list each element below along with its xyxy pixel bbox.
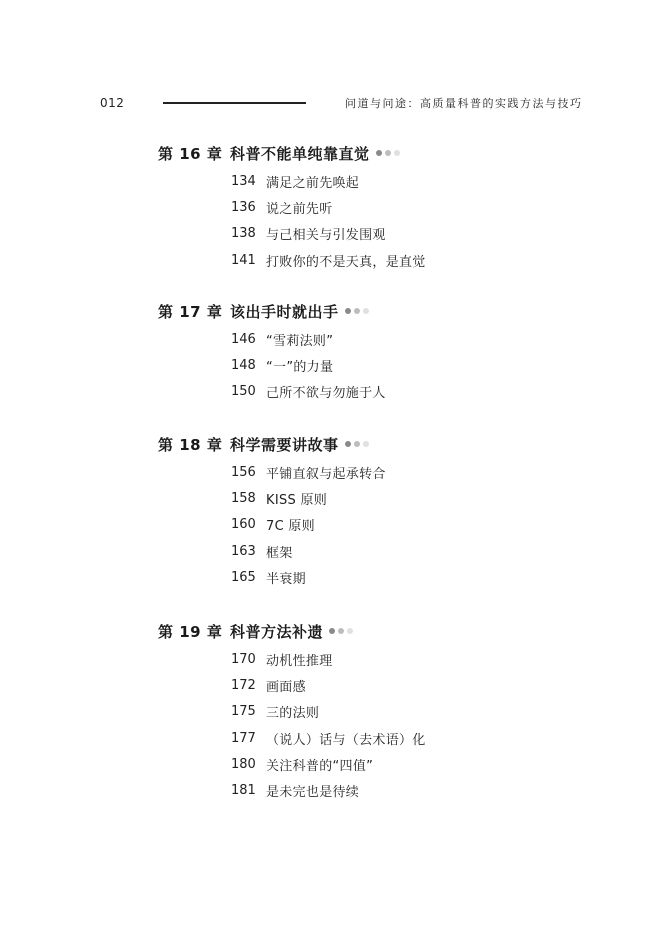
- ornament-dots-icon: [345, 441, 369, 447]
- entry-title: 满足之前先唤起: [266, 175, 360, 191]
- entry-list: [158, 326, 518, 405]
- toc-entry[interactable]: [158, 725, 518, 751]
- toc-entry[interactable]: [158, 777, 518, 803]
- toc-entry[interactable]: [158, 221, 518, 247]
- toc-entry[interactable]: [158, 194, 518, 220]
- chapter-label: 第 16 章: [158, 144, 223, 163]
- entry-list: [158, 459, 518, 590]
- entry-title: 框架: [266, 545, 293, 561]
- chapter-title: 科普不能单纯靠直觉: [230, 144, 370, 163]
- chapter-17: [158, 300, 518, 405]
- entry-title: 打败你的不是天真，是直觉: [266, 254, 426, 270]
- entry-page: 138: [231, 226, 256, 242]
- chapter-label: 第 18 章: [158, 435, 223, 454]
- entry-page: 146: [231, 331, 256, 347]
- ornament-dots-icon: [376, 150, 400, 156]
- entry-page: 175: [231, 704, 256, 720]
- entry-title: 与己相关与引发围观: [266, 228, 386, 244]
- toc-entry[interactable]: [158, 168, 518, 194]
- entry-title: KISS 原则: [266, 492, 328, 508]
- ornament-dots-icon: [329, 628, 353, 634]
- entry-title: 画面感: [266, 679, 306, 695]
- toc-entry[interactable]: [158, 538, 518, 564]
- entry-page: 177: [231, 730, 256, 746]
- entry-title: “雪莉法则”: [266, 333, 334, 349]
- entry-page: 148: [231, 357, 256, 373]
- entry-list: [158, 168, 518, 273]
- chapter-heading: [158, 142, 518, 164]
- entry-page: 136: [231, 199, 256, 215]
- chapter-heading: [158, 620, 518, 642]
- page-number: 012: [100, 96, 125, 110]
- entry-title: 半衰期: [266, 571, 306, 587]
- entry-page: 181: [231, 783, 256, 799]
- toc-entry[interactable]: [158, 512, 518, 538]
- entry-page: 134: [231, 173, 256, 189]
- entry-title: （说人）话与（去术语）化: [266, 732, 426, 748]
- chapter-title: 该出手时就出手: [230, 302, 339, 321]
- entry-title: 己所不欲与勿施于人: [266, 386, 386, 402]
- toc-entry[interactable]: [158, 352, 518, 378]
- entry-title: 说之前先听: [266, 201, 333, 217]
- entry-page: 150: [231, 384, 256, 400]
- ornament-dots-icon: [345, 308, 369, 314]
- entry-title: 动机性推理: [266, 653, 333, 669]
- chapter-19: [158, 620, 518, 804]
- entry-page: 141: [231, 252, 256, 268]
- toc-entry[interactable]: [158, 247, 518, 273]
- entry-title: 三的法则: [266, 706, 320, 722]
- toc-entry[interactable]: [158, 379, 518, 405]
- entry-title: 是未完也是待续: [266, 785, 360, 801]
- entry-title: 平铺直叙与起承转合: [266, 466, 386, 482]
- chapter-heading: [158, 300, 518, 322]
- toc-entry[interactable]: [158, 459, 518, 485]
- entry-title: “一”的力量: [266, 359, 334, 375]
- toc-entry[interactable]: [158, 646, 518, 672]
- toc-entry[interactable]: [158, 564, 518, 590]
- chapter-heading: [158, 433, 518, 455]
- entry-page: 158: [231, 490, 256, 506]
- running-book-title: 问道与问途：高质量科普的实践方法与技巧: [345, 97, 583, 110]
- chapter-label: 第 17 章: [158, 302, 223, 321]
- entry-page: 170: [231, 651, 256, 667]
- chapter-title: 科学需要讲故事: [230, 435, 339, 454]
- toc-entry[interactable]: [158, 672, 518, 698]
- entry-list: [158, 646, 518, 804]
- entry-page: 180: [231, 756, 256, 772]
- entry-page: 172: [231, 677, 256, 693]
- toc-entry[interactable]: [158, 485, 518, 511]
- chapter-title: 科普方法补遗: [230, 622, 324, 641]
- toc-entry[interactable]: [158, 751, 518, 777]
- chapter-18: [158, 433, 518, 590]
- toc-entry[interactable]: [158, 326, 518, 352]
- header-rule: [163, 102, 306, 104]
- entry-title: 7C 原则: [266, 519, 315, 535]
- chapter-label: 第 19 章: [158, 622, 223, 641]
- entry-page: 160: [231, 517, 256, 533]
- entry-page: 165: [231, 569, 256, 585]
- entry-title: 关注科普的“四值”: [266, 758, 374, 774]
- toc-entry[interactable]: [158, 699, 518, 725]
- entry-page: 156: [231, 464, 256, 480]
- chapter-16: [158, 142, 518, 273]
- page-header: [0, 0, 665, 120]
- entry-page: 163: [231, 543, 256, 559]
